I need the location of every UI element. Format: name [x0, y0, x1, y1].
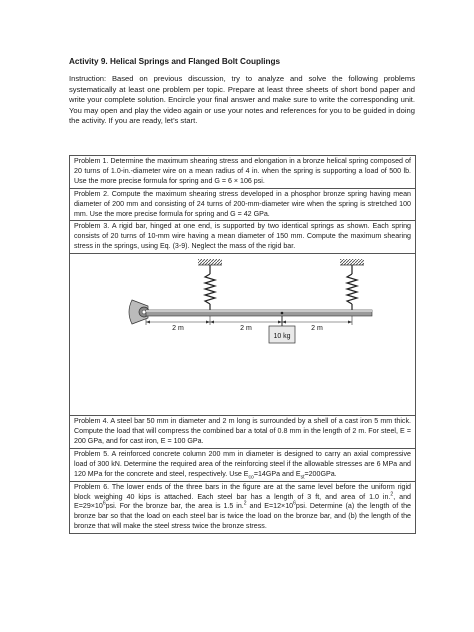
problems-table: [69, 155, 416, 534]
right-spring: [347, 265, 357, 314]
problem-4: Problem 4. A steel bar 50 mm in diameter and 2 m long is surrounded by a shell of a cast iron 5 mm thick. Compute the load that will compress the combined bar a total of 0.8 mm in the length of 2 m. For steel, E = 200 GPa, and for cast iron, E = 100 GPa.: [70, 416, 415, 449]
dim-label-middle: 2 m: [240, 325, 252, 333]
problem-1: Problem 1. Determine the maximum shearing stress and elongation in a bronze helical spring composed of 20 turns of 1.0-in.-diameter wire on a mean radius of 4 in. when the spring is supporting a load of 500 lb. Use the more precise formula for spring and G = 6 × 106 psi.: [70, 156, 415, 189]
problem-5: Problem 5. A reinforced concrete column 200 mm in diameter is designed to carry an axial compressive load of 300 kN. Determine the required area of the reinforcing steel if the allowable stresses are 6 MPa and 120 MPa for the concrete and steel, respectively. Use $E_{co}=14GPa$ and $E_{st}=200GPa$.: [70, 449, 415, 482]
left-ceiling-support: [198, 259, 222, 265]
activity-title: Activity 9. Helical Springs and Flanged Bolt Couplings: [69, 57, 281, 66]
problem-2: Problem 2. Compute the maximum shearing stress developed in a phosphor bronze spring having mean diameter of 200 mm and consisting of 24 turns of 200-mm-diameter wire when the spring is stretched 100 mm. Use the more precise formula for spring and G = 42 GPa.: [70, 189, 415, 222]
dim-label-left: 2 m: [172, 325, 184, 333]
mass-label: 10 kg: [273, 333, 291, 341]
problem-3: Problem 3. A rigid bar, hinged at one end, is supported by two identical springs as shown. Each spring consists of 20 turns of 10-mm wire having a mean diameter of 150 mm. Compute the maximum shearing stress in the springs, using Eq. (3-9). Neglect the mass of the rigid bar.: [70, 221, 415, 254]
problem-6: Problem 6. The lower ends of the three bars in the figure are at the same level before the uniform rigid block weighing 40 kips is attached. Each steel bar has a length of 3 ft, and area of 1.0 in.$^2$, and $E=29\times 10^6psi$. For the bronze bar, the area is 1.5 in.$^2$ and $E=12\times 10^6psi$. Determine (a) the length of the bronze bar so that the load on each steel bar is twice the load on the bronze bar, and (b) the length of the bronze that will make the steel stress twice the bronze stress.: [74, 482, 412, 531]
left-spring: [205, 265, 215, 314]
dim-label-right: 2 m: [311, 325, 323, 333]
problem-3-figure: [70, 254, 415, 416]
right-ceiling-support: [340, 259, 364, 265]
instruction-text: Instruction: Based on previous discussion, try to analyze and solve the following problems systematically at least one problem per topic. Prepare at least three sheets of short bond paper and write your complete solution. Encircle your final answer and make sure to write the corresponding unit. You may open and play the video again or use your notes and references for you to be guided in doing the activity. If you are ready, let’s start.: [69, 74, 415, 126]
rigid-bar-spring-diagram: [70, 254, 415, 415]
